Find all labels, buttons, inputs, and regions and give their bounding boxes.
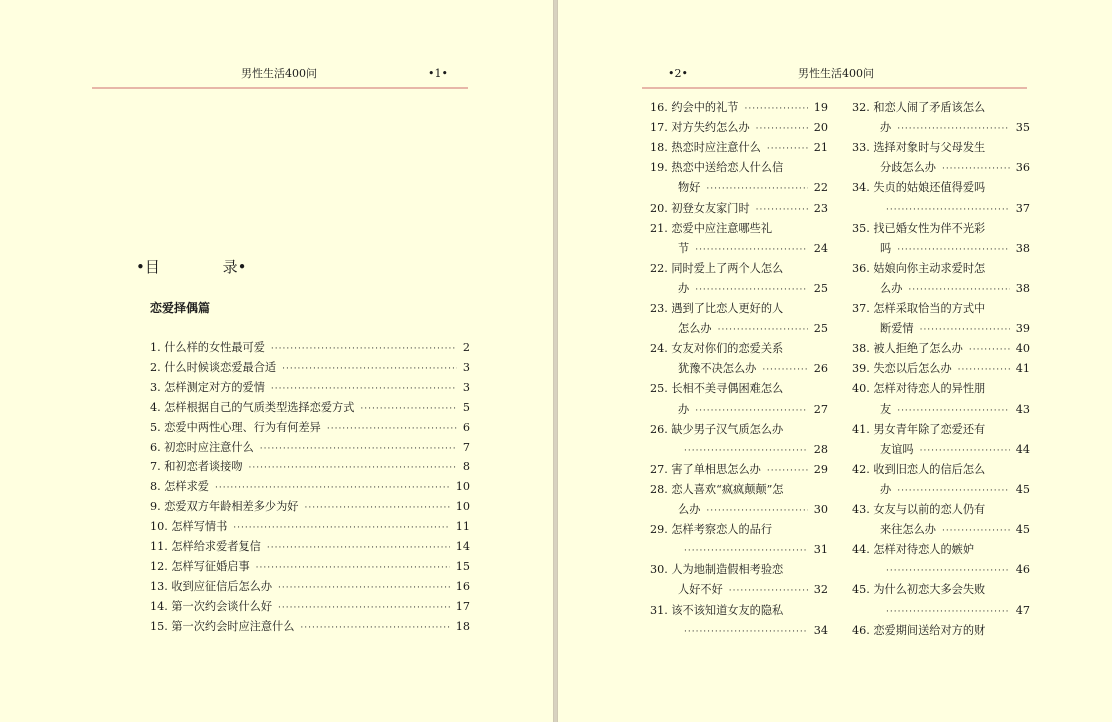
dot-leader bbox=[233, 518, 449, 538]
dot-leader bbox=[260, 439, 457, 459]
toc-entry bbox=[852, 621, 1030, 641]
dot-leader bbox=[695, 280, 808, 300]
toc-entry bbox=[852, 480, 1030, 500]
toc-entry bbox=[650, 219, 828, 239]
dot-leader bbox=[886, 561, 1010, 581]
toc-entry-text: 37. 怎样采取恰当的方式中 bbox=[852, 302, 986, 315]
toc-entry-page: 25 bbox=[813, 322, 828, 336]
toc-entry bbox=[852, 98, 1030, 118]
toc-entry-text: 46. 恋爱期间送给对方的财 bbox=[852, 623, 986, 637]
toc-entry-text: 么办 bbox=[880, 281, 903, 295]
toc-entry bbox=[650, 319, 828, 339]
toc-entry-page: 46 bbox=[1015, 563, 1030, 577]
toc-entry-text: 么办 bbox=[678, 503, 701, 516]
toc-entry bbox=[650, 440, 828, 460]
toc-entry bbox=[150, 617, 470, 637]
toc-entry-page: 8 bbox=[462, 460, 470, 474]
toc-entry bbox=[650, 621, 828, 641]
toc-entry-text: 6. 初恋时应注意什么 bbox=[150, 440, 254, 454]
toc-entry bbox=[852, 339, 1030, 359]
toc-entry bbox=[650, 580, 828, 600]
toc-entry-page: 21 bbox=[813, 141, 828, 155]
toc-entry bbox=[650, 520, 828, 540]
toc-entry bbox=[150, 398, 470, 418]
dot-leader bbox=[920, 320, 1010, 340]
toc-entry-text: 23. 遇到了比恋人更好的人 bbox=[650, 302, 784, 315]
dot-leader bbox=[360, 399, 456, 419]
toc-entry bbox=[650, 420, 828, 440]
toc-entry-text: 办 bbox=[880, 121, 892, 135]
toc-entry-text: 怎么办 bbox=[678, 322, 712, 336]
toc-entry-text: 3. 怎样测定对方的爱情 bbox=[150, 380, 265, 394]
toc-entry-page: 3 bbox=[462, 380, 470, 394]
toc-entry bbox=[650, 98, 828, 118]
dot-leader bbox=[969, 340, 1010, 360]
toc-entry bbox=[852, 420, 1030, 440]
dot-leader bbox=[282, 359, 457, 379]
toc-entry bbox=[852, 601, 1030, 621]
dot-leader bbox=[684, 622, 808, 642]
toc-entry bbox=[150, 557, 470, 577]
toc-entry bbox=[650, 601, 828, 621]
toc-entry bbox=[852, 219, 1030, 239]
toc-entry-page: 40 bbox=[1015, 342, 1030, 356]
toc-entry-text: 来往怎么办 bbox=[880, 523, 936, 537]
toc-entry bbox=[852, 560, 1030, 580]
toc-entry bbox=[150, 338, 470, 358]
toc-entry-text: 18. 热恋时应注意什么 bbox=[650, 141, 761, 155]
header-rule bbox=[642, 87, 1027, 89]
toc-entry-page: 32 bbox=[813, 583, 828, 597]
toc-entry-text: 28. 恋人喜欢“疯疯颠颠”怎 bbox=[650, 482, 784, 496]
dot-leader bbox=[908, 280, 1009, 300]
toc-entry-page: 11 bbox=[455, 520, 470, 534]
toc-entry-page: 3 bbox=[462, 360, 470, 374]
toc-entry bbox=[650, 279, 828, 299]
toc-entry-page: 17 bbox=[455, 599, 470, 613]
toc-entry-page: 43 bbox=[1015, 402, 1030, 416]
toc-entry bbox=[650, 480, 828, 500]
dot-leader bbox=[215, 478, 450, 498]
toc-entry bbox=[852, 359, 1030, 379]
toc-entry bbox=[650, 118, 828, 138]
toc-entry-page: 25 bbox=[813, 281, 828, 295]
toc-entry-page: 31 bbox=[813, 543, 828, 557]
toc-entry-text: 45. 为什么初恋大多会失败 bbox=[852, 583, 986, 597]
toc-entry-page: 38 bbox=[1015, 241, 1030, 255]
toc-entry-text: 断爱情 bbox=[880, 322, 914, 336]
toc-entry bbox=[852, 138, 1030, 158]
toc-entry bbox=[650, 178, 828, 198]
toc-entry-page: 39 bbox=[1015, 322, 1030, 336]
toc-entry-text: 办 bbox=[678, 281, 690, 295]
toc-title-part-1: •目 bbox=[136, 258, 160, 276]
toc-entry-text: 21. 恋爱中应注意哪些礼 bbox=[650, 221, 773, 235]
toc-entry-page: 37 bbox=[1015, 201, 1030, 215]
dot-leader bbox=[278, 598, 450, 618]
toc-entry bbox=[852, 199, 1030, 219]
toc-entry-text: 41. 男女青年除了恋爱还有 bbox=[852, 422, 986, 436]
toc-entry bbox=[650, 158, 828, 178]
dot-leader bbox=[897, 240, 1010, 260]
toc-entry-text: 14. 第一次约会谈什么好 bbox=[150, 599, 273, 613]
toc-entry-text: 40. 怎样对待恋人的异性朋 bbox=[852, 382, 986, 396]
toc-entry-text: 42. 收到旧恋人的信后怎么 bbox=[852, 462, 986, 476]
dot-leader bbox=[767, 139, 808, 159]
toc-entry-text: 25. 长相不美寻偶困难怎么 bbox=[650, 382, 784, 396]
dot-leader bbox=[897, 119, 1010, 139]
toc-entry bbox=[852, 279, 1030, 299]
toc-entry bbox=[650, 199, 828, 219]
toc-entry-text: 19. 热恋中送给恋人什么信 bbox=[650, 161, 784, 175]
toc-entry-page: 45 bbox=[1015, 523, 1030, 537]
toc-entry-text: 12. 怎样写征婚启事 bbox=[150, 559, 250, 573]
toc-entry-text: 办 bbox=[880, 482, 892, 496]
toc-entry-page: 14 bbox=[455, 540, 470, 553]
toc-entry-page: 10 bbox=[455, 480, 470, 494]
toc-entry-page: 29 bbox=[813, 462, 828, 476]
toc-entry-text: 节 bbox=[678, 241, 690, 255]
toc-entry-text: 物好 bbox=[678, 181, 701, 195]
toc-entry-text: 8. 怎样求爱 bbox=[150, 480, 209, 494]
page-number: •1• bbox=[428, 67, 448, 80]
toc-entry bbox=[852, 259, 1030, 279]
dot-leader bbox=[886, 602, 1010, 622]
toc-entry-text: 7. 和初恋者谈接吻 bbox=[150, 460, 243, 474]
toc-entry bbox=[150, 378, 470, 398]
dot-leader bbox=[920, 441, 1010, 461]
toc-entry bbox=[852, 158, 1030, 178]
toc-entry-page: 20 bbox=[813, 121, 828, 135]
dot-leader bbox=[304, 498, 449, 518]
toc-entry-text: 30. 人为地制造假相考验恋 bbox=[650, 563, 784, 577]
toc-entry-text: 38. 被人拒绝了怎么办 bbox=[852, 342, 963, 356]
dot-leader bbox=[706, 501, 807, 521]
toc-entry bbox=[650, 540, 828, 560]
toc-entry-text: 人好不好 bbox=[678, 583, 723, 597]
toc-entry bbox=[650, 259, 828, 279]
toc-entry-page: 35 bbox=[1015, 121, 1030, 135]
toc-entry bbox=[852, 178, 1030, 198]
toc-entry bbox=[852, 118, 1030, 138]
dot-leader bbox=[942, 159, 1010, 179]
dot-leader bbox=[271, 339, 457, 359]
dot-leader bbox=[267, 538, 450, 558]
toc-entry bbox=[150, 597, 470, 617]
toc-entry bbox=[150, 537, 470, 557]
dot-leader bbox=[684, 441, 808, 461]
toc-entry bbox=[150, 517, 470, 537]
toc-entry-page: 38 bbox=[1015, 281, 1030, 295]
toc-entry bbox=[150, 477, 470, 497]
toc-entry-text: 13. 收到应征信后怎么办 bbox=[150, 579, 273, 593]
toc-entry-text: 39. 失恋以后怎么办 bbox=[852, 362, 952, 376]
toc-entry-page: 28 bbox=[813, 442, 828, 456]
toc-entry bbox=[650, 379, 828, 399]
toc-entry-page: 23 bbox=[813, 201, 828, 215]
toc-entry-text: 分歧怎么办 bbox=[880, 161, 936, 175]
left-page bbox=[0, 0, 553, 722]
toc-entry bbox=[650, 400, 828, 420]
dot-leader bbox=[886, 200, 1010, 220]
toc-entry-text: 5. 恋爱中两性心理、行为有何差异 bbox=[150, 420, 321, 434]
toc-entry-text: 友谊吗 bbox=[880, 442, 914, 456]
toc-entry bbox=[852, 540, 1030, 560]
toc-entry-page: 45 bbox=[1015, 482, 1030, 496]
dot-leader bbox=[756, 119, 808, 139]
toc-entry bbox=[150, 577, 470, 597]
dot-leader bbox=[278, 578, 450, 598]
header-rule bbox=[92, 87, 468, 89]
toc-entry-page: 34 bbox=[813, 623, 828, 637]
toc-entry-text: 43. 女友与以前的恋人仍有 bbox=[852, 503, 986, 516]
toc-entry-text: 15. 第一次约会时应注意什么 bbox=[150, 619, 295, 633]
toc-entry-text: 4. 怎样根据自己的气质类型选择恋爱方式 bbox=[150, 400, 355, 414]
toc-entry bbox=[650, 560, 828, 580]
toc-entry bbox=[852, 319, 1030, 339]
toc-entry-page: 36 bbox=[1015, 161, 1030, 175]
dot-leader bbox=[684, 541, 808, 561]
dot-leader bbox=[897, 481, 1010, 501]
toc-entry-text: 9. 恋爱双方年龄相差多少为好 bbox=[150, 500, 299, 514]
toc-entry-text: 1. 什么样的女性最可爱 bbox=[150, 341, 265, 354]
toc-entry-page: 10 bbox=[455, 500, 470, 514]
toc-entry-page: 41 bbox=[1015, 362, 1030, 376]
toc-entry bbox=[150, 497, 470, 517]
dot-leader bbox=[762, 360, 807, 380]
toc-entry-text: 27. 害了单相思怎么办 bbox=[650, 462, 761, 476]
toc-entry-text: 犹豫不决怎么办 bbox=[678, 362, 757, 376]
toc-entry bbox=[150, 358, 470, 378]
toc-entry-page: 30 bbox=[813, 503, 828, 516]
toc-entry bbox=[852, 299, 1030, 319]
dot-leader bbox=[756, 200, 808, 220]
toc-entry-page: 27 bbox=[813, 402, 828, 416]
toc-entry-page: 2 bbox=[462, 341, 470, 354]
toc-entry-page: 24 bbox=[813, 241, 828, 255]
toc-entry bbox=[650, 500, 828, 520]
dot-leader bbox=[271, 379, 457, 399]
toc-entry-text: 办 bbox=[678, 402, 690, 416]
toc-entry-text: 24. 女友对你们的恋爱关系 bbox=[650, 342, 784, 356]
dot-leader bbox=[897, 401, 1010, 421]
dot-leader bbox=[706, 179, 807, 199]
toc-entry bbox=[852, 440, 1030, 460]
dot-leader bbox=[249, 458, 457, 478]
toc-entry-text: 22. 同时爱上了两个人怎么 bbox=[650, 261, 784, 275]
toc-entry-page: 6 bbox=[462, 420, 470, 434]
toc-entry-text: 29. 怎样考察恋人的品行 bbox=[650, 523, 773, 537]
dot-leader bbox=[767, 461, 808, 481]
toc-entry-text: 11. 怎样给求爱者复信 bbox=[150, 540, 261, 553]
toc-entry-text: 16. 约会中的礼节 bbox=[650, 101, 739, 114]
toc-entry-page: 7 bbox=[462, 440, 470, 454]
toc-entry bbox=[650, 299, 828, 319]
toc-entry bbox=[852, 520, 1030, 540]
dot-leader bbox=[958, 360, 1010, 380]
toc-entry bbox=[650, 359, 828, 379]
toc-entry-text: 20. 初登女友家门时 bbox=[650, 201, 750, 215]
toc-entry bbox=[852, 580, 1030, 600]
dot-leader bbox=[729, 581, 808, 601]
toc-entry bbox=[150, 418, 470, 438]
dot-leader bbox=[327, 419, 457, 439]
toc-entry-page: 15 bbox=[455, 559, 470, 573]
toc-entry-page: 47 bbox=[1015, 603, 1030, 617]
toc-entry-page: 22 bbox=[813, 181, 828, 195]
toc-entry bbox=[852, 400, 1030, 420]
toc-entry-text: 31. 该不该知道女友的隐私 bbox=[650, 603, 784, 617]
running-header-title: 男性生活400问 bbox=[241, 67, 317, 80]
toc-entry-text: 34. 失贞的姑娘还值得爱吗 bbox=[852, 181, 986, 195]
toc-title-part-2: 录• bbox=[222, 258, 247, 276]
toc-entry-text: 友 bbox=[880, 402, 892, 416]
toc-entry bbox=[852, 500, 1030, 520]
toc-entry-page: 44 bbox=[1015, 442, 1030, 456]
toc-entry-page: 19 bbox=[813, 101, 828, 114]
toc-entry-text: 2. 什么时候谈恋爱最合适 bbox=[150, 360, 277, 374]
section-heading: 恋爱择偶篇 bbox=[150, 301, 211, 315]
dot-leader bbox=[300, 618, 449, 638]
dot-leader bbox=[256, 558, 450, 578]
toc-entry-text: 44. 怎样对待恋人的嫉妒 bbox=[852, 543, 975, 557]
toc-entry bbox=[650, 239, 828, 259]
toc-entry bbox=[852, 239, 1030, 259]
toc-entry-text: 33. 选择对象时与父母发生 bbox=[852, 141, 986, 155]
toc-entry bbox=[650, 138, 828, 158]
toc-entry-page: 5 bbox=[462, 400, 470, 414]
toc-entry bbox=[150, 457, 470, 477]
toc-title bbox=[136, 256, 247, 277]
toc-entry-text: 35. 找已婚女性为伴不光彩 bbox=[852, 221, 986, 235]
toc-entry bbox=[150, 438, 470, 458]
toc-entry-page: 18 bbox=[455, 619, 470, 633]
toc-entry-text: 10. 怎样写情书 bbox=[150, 520, 228, 534]
toc-entry-text: 32. 和恋人闹了矛盾该怎么 bbox=[852, 101, 986, 114]
toc-entry bbox=[650, 339, 828, 359]
dot-leader bbox=[695, 240, 808, 260]
dot-leader bbox=[942, 521, 1010, 541]
toc-entry bbox=[852, 379, 1030, 399]
toc-entry-text: 17. 对方失约怎么办 bbox=[650, 121, 750, 135]
dot-leader bbox=[718, 320, 808, 340]
running-header-title: 男性生活400问 bbox=[798, 67, 874, 80]
toc-entry-text: 36. 姑娘向你主动求爱时怎 bbox=[852, 261, 986, 275]
toc-entry-page: 26 bbox=[813, 362, 828, 376]
toc-entry-page: 16 bbox=[455, 579, 470, 593]
page-number: •2• bbox=[668, 67, 688, 80]
toc-entry bbox=[650, 460, 828, 480]
toc-entry-text: 吗 bbox=[880, 241, 892, 255]
toc-entry bbox=[852, 460, 1030, 480]
dot-leader bbox=[695, 401, 808, 421]
dot-leader bbox=[744, 99, 807, 119]
toc-entry-text: 26. 缺少男子汉气质怎么办 bbox=[650, 422, 784, 436]
